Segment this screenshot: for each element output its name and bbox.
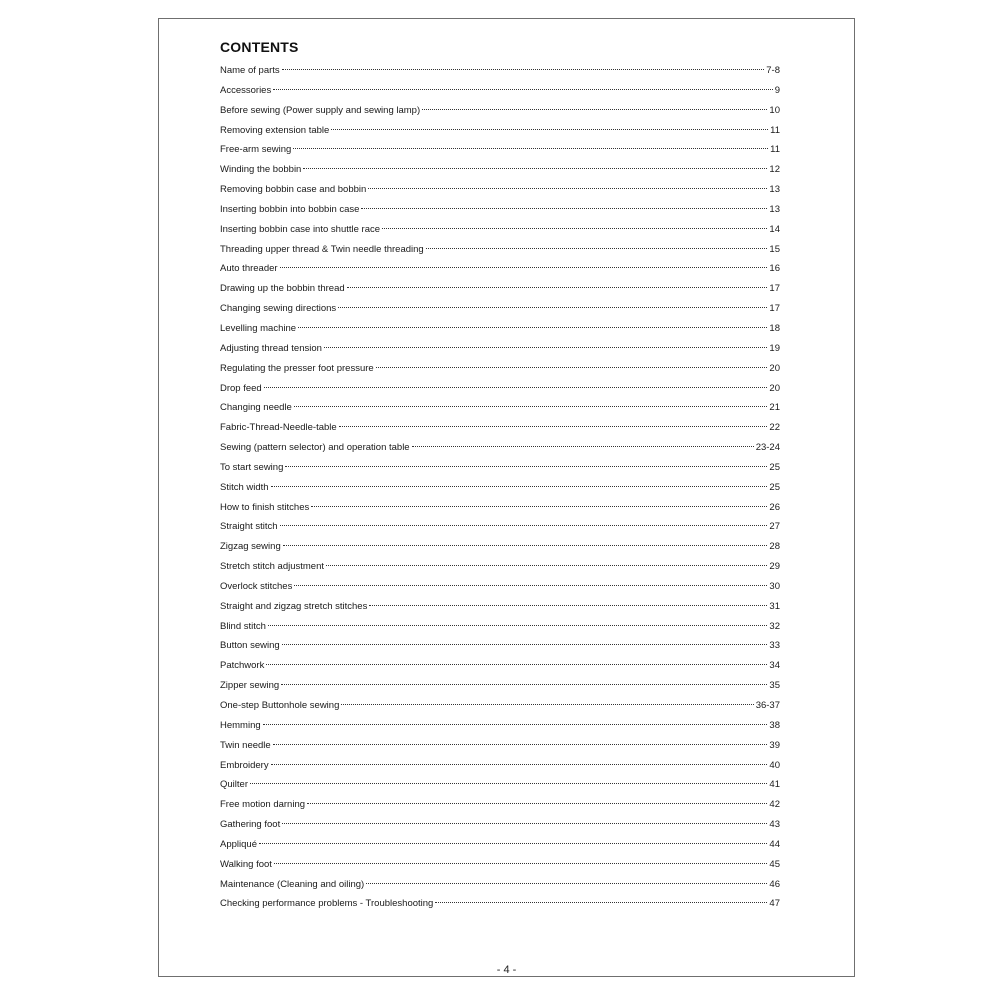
toc-entry-label: Name of parts xyxy=(220,65,280,76)
toc-entry-label: Overlock stitches xyxy=(220,580,293,592)
toc-entry-page: 22 xyxy=(769,422,780,434)
toc-entry-label: Inserting bobbin case into shuttle race xyxy=(220,223,381,235)
toc-entry-page: 27 xyxy=(769,521,780,533)
toc-entry-label: Levelling machine xyxy=(220,322,297,334)
toc-entry-label: Removing bobbin case and bobbin xyxy=(220,184,367,196)
toc-entry-page: 25 xyxy=(769,461,780,473)
dot-leader xyxy=(382,228,767,229)
dot-leader xyxy=(331,129,768,130)
dot-leader xyxy=(361,208,767,209)
dot-leader xyxy=(307,803,767,804)
toc-entry xyxy=(220,458,780,478)
toc-entry xyxy=(220,81,780,101)
dot-leader xyxy=(366,883,767,884)
toc-entry-label: Button sewing xyxy=(220,640,280,652)
toc-entry xyxy=(220,140,780,160)
toc-entry-page: 29 xyxy=(769,561,780,573)
toc-entry-page: 44 xyxy=(769,838,780,850)
toc-entry xyxy=(220,121,780,141)
dot-leader xyxy=(268,625,767,626)
toc-entry-label: Regulating the presser foot pressure xyxy=(220,362,374,374)
dot-leader xyxy=(273,744,768,745)
dot-leader xyxy=(281,684,767,685)
toc-entry-label: Patchwork xyxy=(220,660,265,672)
toc-entry-page: 21 xyxy=(769,402,780,414)
dot-leader xyxy=(280,267,768,268)
toc-entry xyxy=(220,498,780,518)
toc-entry-label: Appliqué xyxy=(220,838,257,850)
toc-entry xyxy=(220,240,780,260)
toc-entry-label: Inserting bobbin into bobbin case xyxy=(220,203,360,215)
dot-leader xyxy=(293,148,768,149)
toc-entry xyxy=(220,359,780,379)
toc-entry-page: 47 xyxy=(769,898,780,910)
toc-entry xyxy=(220,478,780,498)
toc-entry-label: Fabric-Thread-Needle-table xyxy=(220,422,337,434)
dot-leader xyxy=(263,724,768,725)
toc-entry xyxy=(220,756,780,776)
toc-entry-page: 25 xyxy=(769,481,780,493)
toc-entry-label: Free-arm sewing xyxy=(220,144,292,156)
toc-entry-page: 9 xyxy=(774,84,780,96)
dot-leader xyxy=(341,704,753,705)
toc-entry-label: Drawing up the bobbin thread xyxy=(220,283,345,295)
toc-entry-page: 20 xyxy=(769,382,780,394)
toc-entry-page: 17 xyxy=(769,303,780,315)
dot-leader xyxy=(298,327,767,328)
dot-leader xyxy=(324,347,767,348)
toc-entry-label: Straight and zigzag stretch stitches xyxy=(220,600,368,612)
dot-leader xyxy=(311,506,767,507)
toc-entry-page: 18 xyxy=(769,322,780,334)
toc-entry xyxy=(220,597,780,617)
toc-entry-page: 41 xyxy=(769,779,780,791)
toc-entry xyxy=(220,160,780,180)
toc-entry-page: 16 xyxy=(769,263,780,275)
dot-leader xyxy=(303,168,767,169)
toc-entry-label: Straight stitch xyxy=(220,521,278,533)
toc-entry-label: Adjusting thread tension xyxy=(220,342,322,354)
toc-entry-page: 14 xyxy=(769,223,780,235)
toc-entry-page: 32 xyxy=(769,620,780,632)
toc-entry-label: Changing needle xyxy=(220,402,292,414)
toc-entry-page: 42 xyxy=(769,799,780,811)
toc-entry xyxy=(220,61,780,81)
toc-entry xyxy=(220,200,780,220)
toc-entry-label: Maintenance (Cleaning and oiling) xyxy=(220,878,365,890)
document-page xyxy=(158,18,855,977)
toc-entry xyxy=(220,220,780,240)
dot-leader xyxy=(326,565,767,566)
toc-entry xyxy=(220,656,780,676)
toc-entry xyxy=(220,696,780,716)
toc-entry-label: Changing sewing directions xyxy=(220,303,337,315)
toc-entry xyxy=(220,716,780,736)
toc-entry-label: Accessories xyxy=(220,84,272,96)
toc-entry xyxy=(220,379,780,399)
toc-entry xyxy=(220,795,780,815)
toc-entry xyxy=(220,835,780,855)
toc-entry xyxy=(220,537,780,557)
toc-entry-label: Before sewing (Power supply and sewing lamp) xyxy=(220,104,421,116)
toc-entry-label: Zipper sewing xyxy=(220,680,280,692)
toc-entry xyxy=(220,319,780,339)
dot-leader xyxy=(282,69,765,70)
dot-leader xyxy=(376,367,768,368)
toc-entry-page: 45 xyxy=(769,858,780,870)
toc-entry xyxy=(220,894,780,914)
toc-entry-page: 12 xyxy=(769,164,780,176)
toc-entry-label: Drop feed xyxy=(220,382,262,394)
toc-entry-page: 11 xyxy=(770,124,780,136)
dot-leader xyxy=(273,89,772,90)
dot-leader xyxy=(294,406,768,407)
toc-entry-label: Zigzag sewing xyxy=(220,541,281,553)
toc-entry-page: 31 xyxy=(769,600,780,612)
contents-title: CONTENTS xyxy=(220,39,299,55)
toc-entry-label: Removing extension table xyxy=(220,124,330,136)
dot-leader xyxy=(369,605,767,606)
toc-entry xyxy=(220,398,780,418)
toc-entry-page: 46 xyxy=(769,878,780,890)
toc-entry-page: 13 xyxy=(769,184,780,196)
dot-leader xyxy=(422,109,767,110)
toc-entry xyxy=(220,815,780,835)
toc-entry-page: 20 xyxy=(769,362,780,374)
toc-entry-label: Stitch width xyxy=(220,481,269,493)
toc-entry-page: 33 xyxy=(769,640,780,652)
dot-leader xyxy=(283,545,768,546)
toc-entry xyxy=(220,418,780,438)
toc-entry xyxy=(220,279,780,299)
toc-entry-page: 7-8 xyxy=(766,65,780,76)
toc-entry-page: 11 xyxy=(770,144,780,156)
toc-entry xyxy=(220,259,780,279)
toc-entry-label: Embroidery xyxy=(220,759,269,771)
toc-entry xyxy=(220,617,780,637)
toc-entry xyxy=(220,775,780,795)
dot-leader xyxy=(264,387,768,388)
toc-entry-label: Checking performance problems - Troubleshooting xyxy=(220,898,434,910)
toc-entry-label: Twin needle xyxy=(220,739,271,751)
toc-entry xyxy=(220,636,780,656)
toc-entry xyxy=(220,855,780,875)
toc-entry xyxy=(220,299,780,319)
dot-leader xyxy=(271,486,768,487)
toc-entry-page: 17 xyxy=(769,283,780,295)
dot-leader xyxy=(368,188,767,189)
toc-entry-label: One-step Buttonhole sewing xyxy=(220,700,340,711)
toc-entry-label: Gathering foot xyxy=(220,819,281,831)
dot-leader xyxy=(280,525,768,526)
toc-entry-page: 43 xyxy=(769,819,780,831)
toc-entry-label: Walking foot xyxy=(220,858,272,870)
toc-entry-label: Hemming xyxy=(220,719,261,731)
toc-entry-label: Free motion darning xyxy=(220,799,306,811)
toc-entry xyxy=(220,438,780,458)
toc-entry xyxy=(220,736,780,756)
dot-leader xyxy=(266,664,767,665)
toc-entry xyxy=(220,557,780,577)
dot-leader xyxy=(412,446,754,447)
contents-list xyxy=(220,61,780,914)
toc-entry-page: 23-24 xyxy=(755,442,780,454)
toc-entry xyxy=(220,517,780,537)
dot-leader xyxy=(271,764,768,765)
toc-entry-page: 15 xyxy=(769,243,780,255)
dot-leader xyxy=(282,644,768,645)
toc-entry-page: 13 xyxy=(769,203,780,215)
toc-entry-page: 40 xyxy=(769,759,780,771)
dot-leader xyxy=(274,863,768,864)
toc-entry xyxy=(220,339,780,359)
toc-entry-label: Winding the bobbin xyxy=(220,164,302,176)
toc-entry-label: Stretch stitch adjustment xyxy=(220,561,325,573)
toc-entry-label: Sewing (pattern selector) and operation table xyxy=(220,442,410,454)
toc-entry-label: Blind stitch xyxy=(220,620,266,632)
dot-leader xyxy=(285,466,767,467)
toc-entry-page: 38 xyxy=(769,719,780,731)
toc-entry-page: 35 xyxy=(769,680,780,692)
toc-entry-page: 39 xyxy=(769,739,780,751)
dot-leader xyxy=(250,783,767,784)
toc-entry xyxy=(220,875,780,895)
toc-entry-label: Auto threader xyxy=(220,263,278,275)
page-number: - 4 - xyxy=(496,964,517,976)
toc-entry-page: 30 xyxy=(769,580,780,592)
toc-entry-label: How to finish stitches xyxy=(220,501,310,513)
toc-entry xyxy=(220,180,780,200)
toc-entry-label: Quilter xyxy=(220,779,248,791)
toc-entry-page: 34 xyxy=(769,660,780,672)
toc-entry-page: 36-37 xyxy=(755,700,780,711)
toc-entry xyxy=(220,101,780,121)
dot-leader xyxy=(435,902,767,903)
toc-entry-label: Threading upper thread & Twin needle threading xyxy=(220,243,424,255)
dot-leader xyxy=(259,843,767,844)
toc-entry-page: 26 xyxy=(769,501,780,513)
dot-leader xyxy=(294,585,767,586)
toc-entry-label: To start sewing xyxy=(220,461,284,473)
dot-leader xyxy=(426,248,768,249)
dot-leader xyxy=(338,307,767,308)
toc-entry-page: 10 xyxy=(769,104,780,116)
toc-entry xyxy=(220,577,780,597)
dot-leader xyxy=(347,287,768,288)
toc-entry xyxy=(220,676,780,696)
toc-entry-page: 28 xyxy=(769,541,780,553)
dot-leader xyxy=(282,823,767,824)
dot-leader xyxy=(339,426,768,427)
toc-entry-page: 19 xyxy=(769,342,780,354)
